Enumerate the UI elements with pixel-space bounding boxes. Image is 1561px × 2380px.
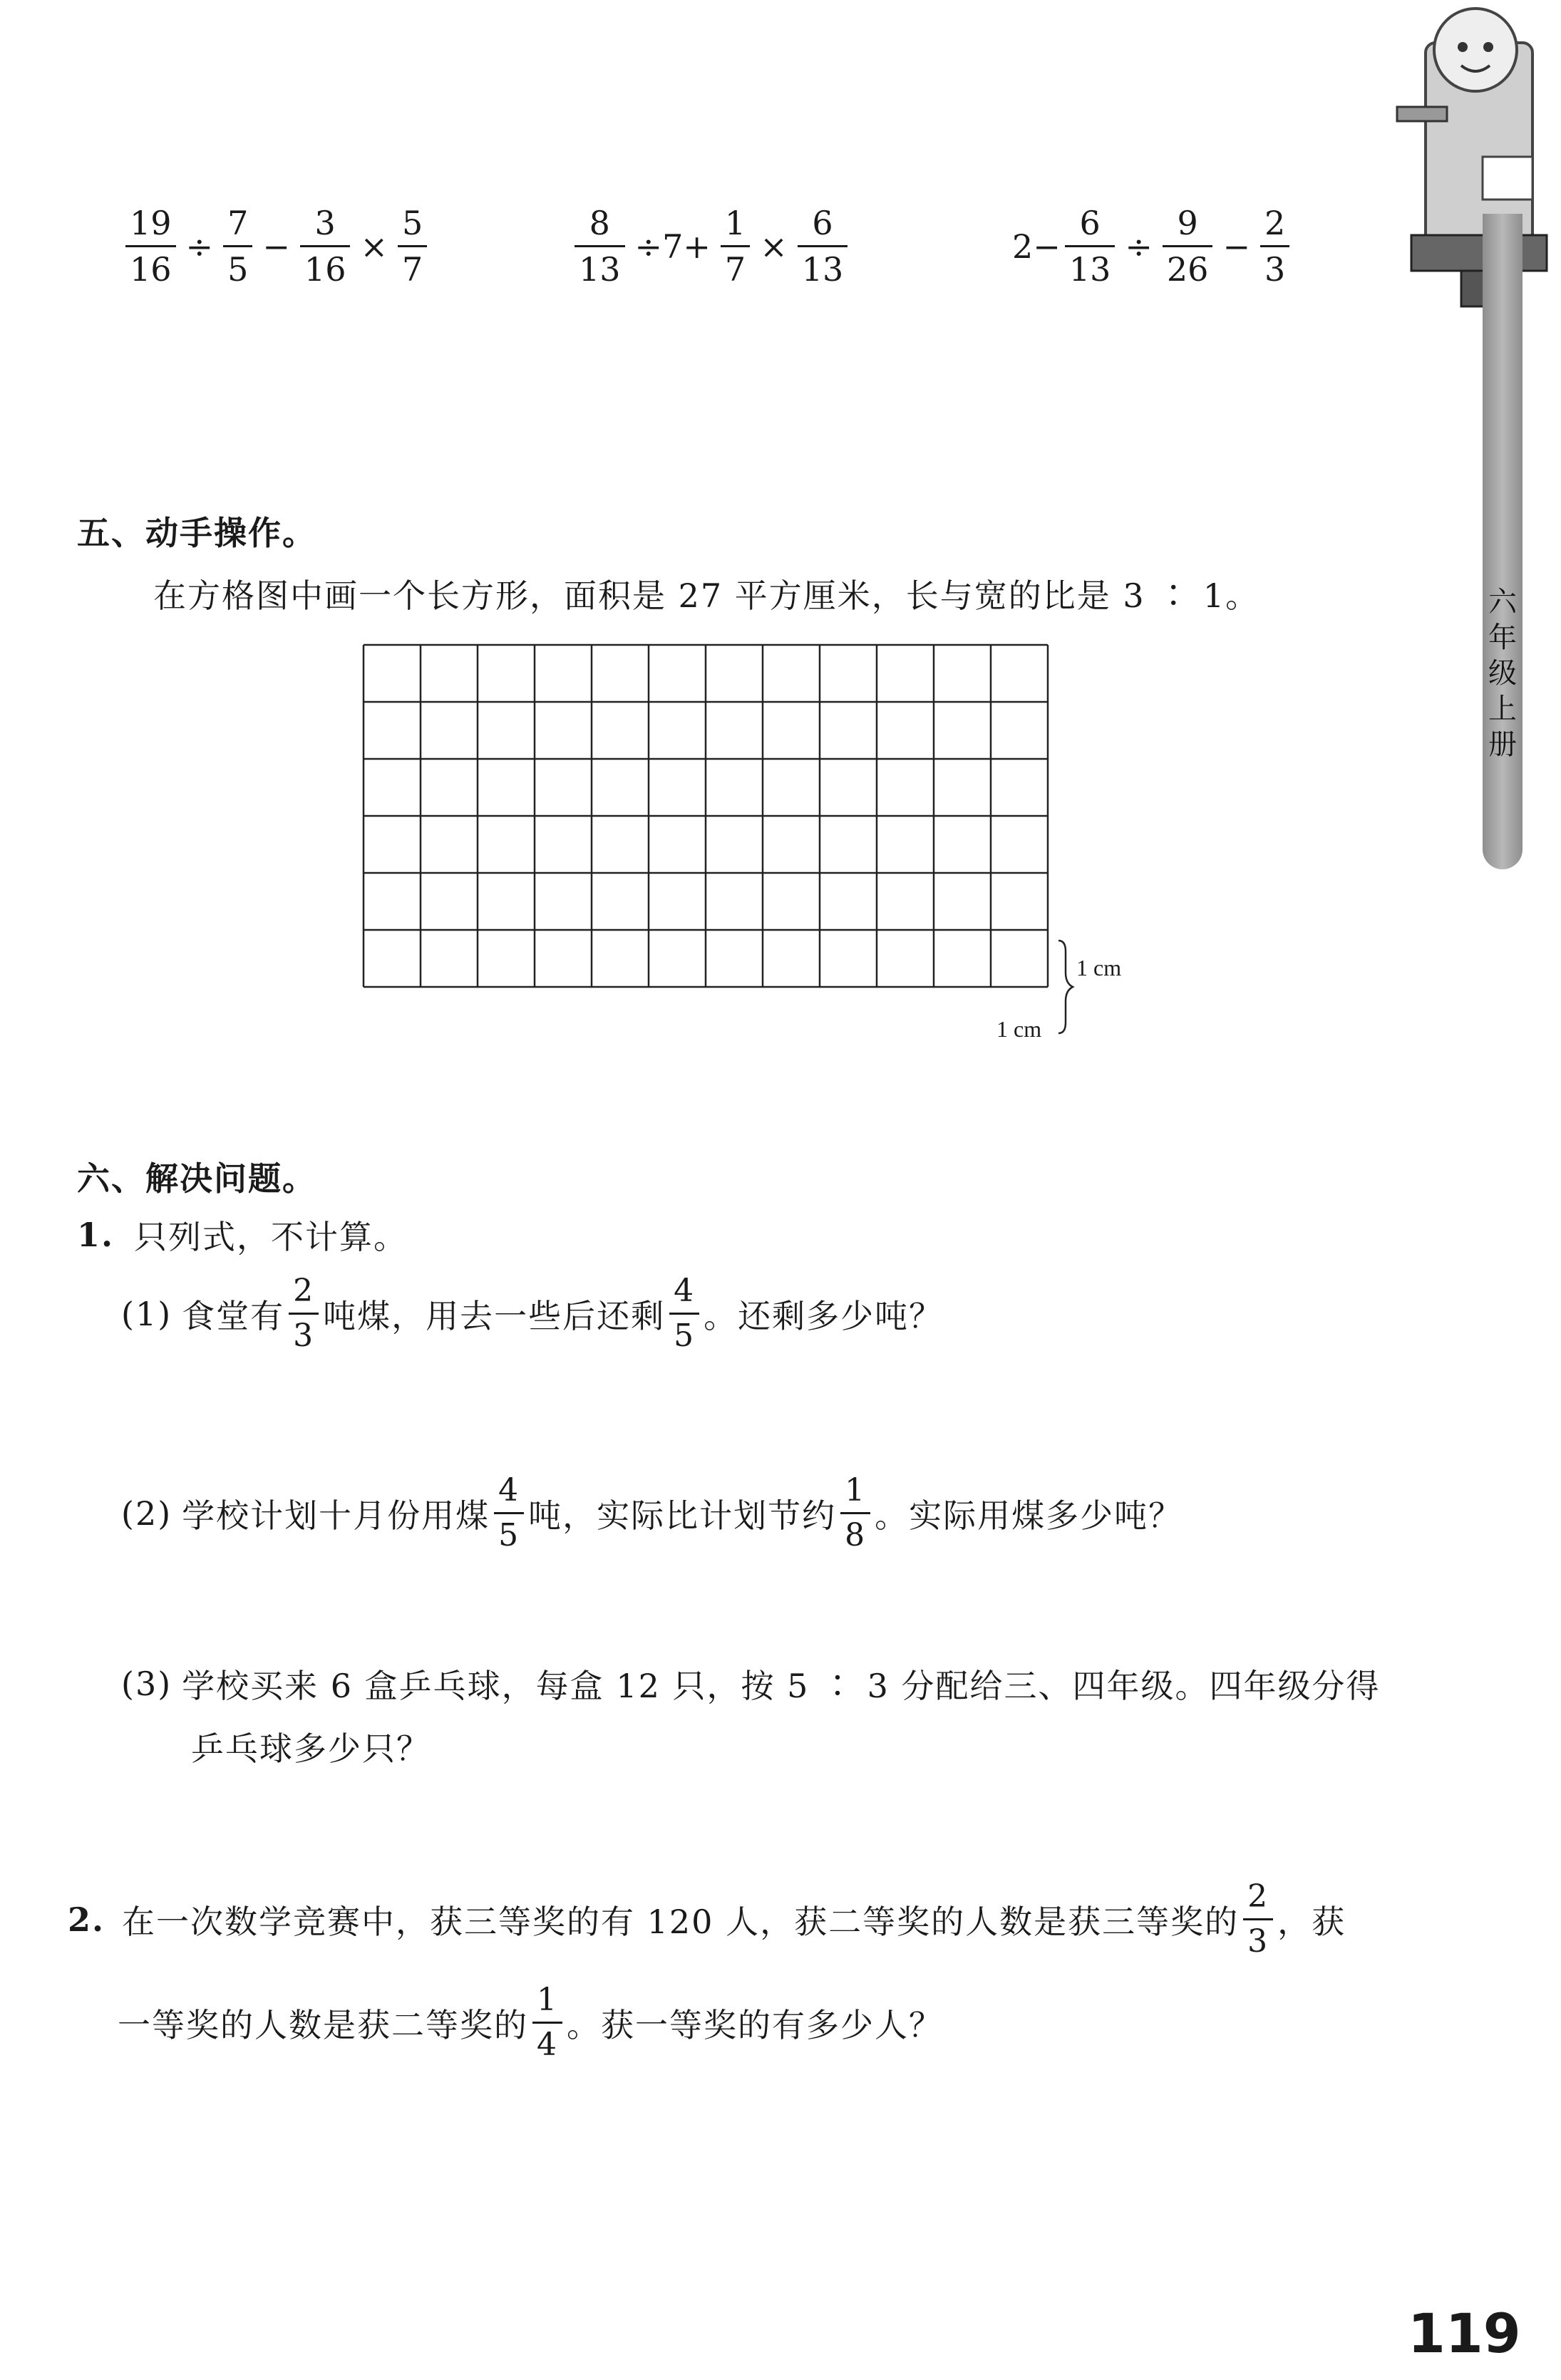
fraction: $\frac{5}{7}$ [398, 207, 427, 286]
section-6-heading: 六、解决问题。 [77, 1159, 316, 1198]
fraction: $\frac{9}{26}$ [1163, 207, 1213, 286]
expression-1: $\frac{19}{16}$ ÷ $\frac{7}{5}$ − $\frac{3}{16}$ × $\frac{5}{7}$ [121, 207, 431, 286]
fraction: $\frac{6}{13}$ [1065, 207, 1116, 286]
fraction: $\frac{3}{16}$ [300, 207, 351, 286]
fraction: $\frac{1}{4}$ [532, 1985, 562, 2061]
right-brace [1058, 941, 1073, 1033]
fraction: $\frac{7}{5}$ [223, 207, 252, 286]
fraction: $\frac{6}{13}$ [798, 207, 848, 286]
grade-volume-label: 六年级上册 [1488, 586, 1517, 761]
question-2-line-2: 一等奖的人数是获二等奖的 $\frac{1}{4}$ 。获一等奖的有多少人？ [118, 1982, 943, 2063]
question-2: 2. 在一次数学竞赛中，获三等奖的有 120 人，获二等奖的人数是获三等奖的 $\frac{2}{3}$ ，获 [68, 1878, 1346, 1960]
page-number: 119 [1408, 2302, 1521, 2365]
fraction: $\frac{4}{5}$ [669, 1276, 699, 1352]
question-1-part-1: (1) 食堂有 $\frac{2}{3}$ 吨煤，用去一些后还剩 $\frac{4}{5}$ 。还剩多少吨？ [121, 1273, 944, 1354]
fraction: $\frac{4}{5}$ [494, 1475, 524, 1551]
question-1: 1. 只列式，不计算。 [77, 1216, 408, 1256]
expression-3: 2− $\frac{6}{13}$ ÷ $\frac{9}{26}$ − $\frac{2}{3}$ [1012, 207, 1294, 286]
fraction: $\frac{2}{3}$ [1243, 1881, 1273, 1957]
fraction: $\frac{19}{16}$ [125, 207, 176, 286]
fraction: $\frac{1}{8}$ [840, 1475, 870, 1551]
fraction: $\frac{1}{7}$ [721, 207, 750, 286]
section-5-instruction: 在方格图中画一个长方形，面积是 27 平方厘米，长与宽的比是 3 ∶ 1。 [153, 576, 1260, 615]
question-1-part-3-line-2: 乒乓球多少只？ [191, 1729, 431, 1768]
unit-label-bottom: 1 cm [996, 1016, 1042, 1042]
fraction: $\frac{8}{13}$ [575, 207, 625, 286]
fraction: $\frac{2}{3}$ [1260, 207, 1289, 286]
cartoon-illustration [1383, 0, 1561, 335]
expression-2: $\frac{8}{13}$ ÷7+ $\frac{1}{7}$ × $\frac{6}{13}$ [570, 207, 852, 286]
question-number: 1. [77, 1216, 115, 1254]
question-1-part-2: (2) 学校计划十月份用煤 $\frac{4}{5}$ 吨，实际比计划节约 $\frac{1}{8}$ 。实际用煤多少吨？ [121, 1472, 1183, 1553]
square-grid[interactable] [356, 638, 1162, 1037]
section-5-heading: 五、动手操作。 [77, 514, 316, 552]
question-1-part-3: (3) 学校买来 6 盒乒乓球，每盒 12 只，按 5 ∶ 3 分配给三、四年级。四年级分得 [121, 1665, 1381, 1705]
question-number: 2. [68, 1900, 105, 1939]
side-tab [1483, 214, 1523, 869]
fraction: $\frac{2}{3}$ [289, 1276, 319, 1352]
unit-label-right: 1 cm [1076, 955, 1122, 981]
